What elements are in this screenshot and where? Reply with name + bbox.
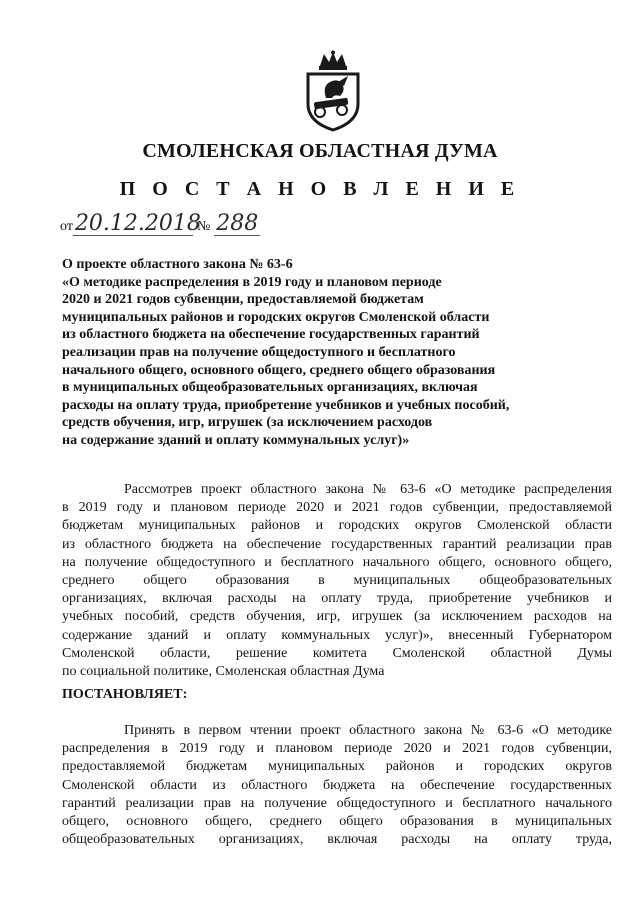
paragraph-line: Принять в первом чтении проект областного закона № 63-6 «О методике bbox=[124, 723, 612, 738]
paragraph-line: организациях, включая расходы на оплату труда, приобретение учебников и bbox=[62, 591, 612, 607]
subject-line: реализации прав на получение общедоступного и бесплатного bbox=[62, 344, 456, 360]
handwritten-number: 288 bbox=[216, 211, 259, 236]
date-number-line bbox=[60, 213, 260, 236]
document-type-heading: П О С Т А Н О В Л Е Н И Е bbox=[119, 178, 521, 200]
resolves-heading: ПОСТАНОВЛЯЕТ: bbox=[62, 687, 188, 702]
paragraph-line: общеобразовательных организациях, включая расходы на оплату труда, bbox=[62, 832, 612, 848]
paragraph-line: Рассмотрев проект областного закона № 63-6 «О методике распределения bbox=[124, 482, 612, 497]
subject-line: «О методике распределения в 2019 году и плановом периоде bbox=[62, 274, 442, 290]
subject-line: в муниципальных общеобразовательных организациях, включая bbox=[62, 380, 478, 396]
subject-line: на содержание зданий и оплату коммунальных услуг)» bbox=[62, 432, 410, 448]
paragraph-line: в 2019 году и плановом периоде 2020 и 2021 годов субвенции, предоставляемой bbox=[62, 500, 612, 516]
organization-title: СМОЛЕНСКАЯ ОБЛАСТНАЯ ДУМА bbox=[142, 140, 498, 162]
subject-line: муниципальных районов и городских округов Смоленской области bbox=[62, 309, 490, 325]
subject-line: О проекте областного закона № 63-6 bbox=[62, 257, 293, 272]
date-prefix: от bbox=[60, 219, 73, 234]
subject-line: начального общего, основного общего, среднего общего образования bbox=[62, 362, 496, 378]
subject-line: 2020 и 2021 годов субвенции, предоставляемой бюджетам bbox=[62, 292, 424, 308]
paragraph-line: по социальной политике, Смоленская областная Дума bbox=[62, 664, 385, 680]
paragraph-line: содержание зданий и оплату коммунальных услуг)», внесенный Губернатором bbox=[62, 627, 612, 643]
paragraph-line: бюджетам муниципальных районов и городских округов Смоленской области bbox=[62, 518, 612, 534]
paragraph-line: общего, основного общего, среднего общего образования в муниципальных bbox=[62, 814, 612, 830]
paragraph-line: распределения в 2019 году и плановом периоде 2020 и 2021 годов субвенции, bbox=[62, 741, 612, 757]
number-prefix: № bbox=[196, 219, 211, 234]
paragraph-line: предоставляемой бюджетам муниципальных районов и городских округов bbox=[62, 759, 612, 775]
coat-of-arms-icon bbox=[298, 50, 368, 134]
subject-line: расходы на оплату труда, приобретение учебников и учебных пособий, bbox=[62, 397, 510, 413]
paragraph-line: на получение общедоступного и бесплатного начального общего, основного общего, bbox=[62, 554, 612, 570]
paragraph-line: среднего общего образования в муниципальных общеобразовательных bbox=[62, 573, 612, 589]
paragraph-line: гарантий реализации прав на получение общедоступного и бесплатного начального bbox=[62, 795, 612, 811]
paragraph-line: Смоленской области, решение комитета Смоленской областной Думы bbox=[62, 645, 612, 661]
subject-line: из областного бюджета на обеспечение государственных гарантий bbox=[62, 327, 480, 343]
paragraph-line: Смоленской области из областного бюджета на обеспечение государственных bbox=[62, 777, 612, 793]
document-subject bbox=[62, 256, 582, 450]
preamble-paragraph bbox=[62, 481, 612, 681]
subject-line: средств обучения, игр, игрушек (за исключением расходов bbox=[62, 415, 433, 431]
paragraph-line: из областного бюджета на обеспечение государственных гарантий реализации прав bbox=[62, 536, 612, 552]
paragraph-line: учебных пособий, средств обучения, игр, игрушек (за исключением расходов на bbox=[62, 609, 612, 625]
resolution-paragraph bbox=[62, 722, 612, 849]
handwritten-date: 20.12.2018 bbox=[74, 211, 201, 236]
